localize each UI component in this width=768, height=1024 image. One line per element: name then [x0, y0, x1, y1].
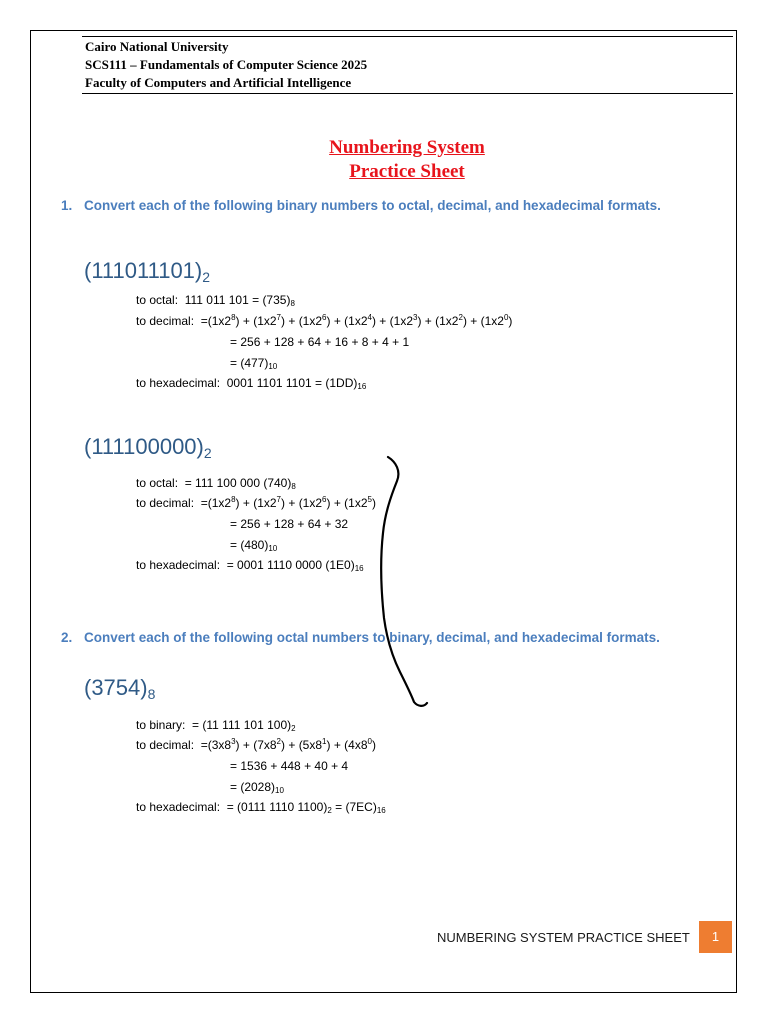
hex-sub: 16: [354, 564, 364, 573]
decimal-result-sub: 10: [268, 362, 278, 371]
page-number-badge: 1: [699, 921, 732, 953]
octal-value: = 111 100 000 (740): [184, 476, 292, 490]
decimal-line: to decimal: $=(1x2^8) + (1x2^7) + (1x2^6) + (1x2^4) + (1x2^3) + (1x2^2) + (1x2^0)$: [136, 313, 513, 328]
octal-value: 111 011 101 = (735): [184, 293, 291, 307]
binary-value: = (11 111 101 100): [192, 718, 292, 732]
exponent: 0: [367, 737, 372, 746]
decimal-label: to decimal:: [136, 738, 195, 752]
octal-label: to octal:: [136, 293, 179, 307]
binary-sub: 2: [291, 724, 296, 733]
power-term: $(1x2^8)$: [207, 495, 240, 510]
number-value: (111011101): [84, 258, 203, 283]
power-term: $(1x2^7)$: [253, 495, 285, 510]
exponent: 6: [322, 495, 327, 504]
power-term: $(7x8^2)$: [253, 737, 285, 752]
decimal-result-value: = (2028): [230, 780, 276, 794]
power-term: $(1x2^6)$: [298, 495, 331, 510]
power-term: $(1x2^6)$: [298, 313, 331, 328]
power-term: $(1x2^0)$: [480, 313, 513, 328]
power-term: $(1x2^7)$: [253, 313, 285, 328]
decimal-result-sub: 10: [275, 786, 284, 795]
number-base: 8: [147, 686, 156, 702]
exponent: 7: [276, 313, 281, 322]
decimal-result-value: = (480): [230, 538, 269, 552]
hex-sub: 2: [327, 806, 332, 815]
number-value: (3754): [84, 675, 148, 700]
hex-value-final: = (7EC): [331, 800, 377, 814]
octal-sub: 8: [290, 299, 295, 308]
decimal-line: to decimal: $=(1x2^8) + (1x2^7) + (1x2^6) + (1x2^5)$: [136, 495, 376, 510]
exponent: 1: [322, 737, 327, 746]
hex-label: to hexadecimal:: [136, 558, 221, 572]
number-base: 2: [203, 445, 212, 461]
decimal-sum: = 1536 + 448 + 40 + 4: [230, 759, 349, 773]
decimal-result-value: = (477): [230, 356, 269, 370]
exponent: 3: [231, 737, 236, 746]
octal-label: to octal:: [136, 476, 179, 490]
question-text: Convert each of the following binary numbers to octal, decimal, and hexadecimal formats.: [84, 198, 661, 213]
number-base: 2: [202, 269, 211, 285]
power-term: $(1x2^2)$: [435, 313, 467, 328]
faculty-name: Faculty of Computers and Artificial Intelligence: [85, 75, 352, 90]
power-term: $(4x8^0)$: [344, 737, 376, 752]
decimal-result-sub: 10: [268, 544, 278, 553]
hex-value: = (0111 1110 1100): [226, 800, 328, 814]
question-number: 2.: [61, 630, 73, 645]
course-name: SCS111 – Fundamentals of Computer Science 2025: [85, 57, 368, 72]
exponent: 6: [322, 313, 327, 322]
hex-sub-final: 16: [376, 806, 386, 815]
decimal-terms: $(1x2^8) + (1x2^7) + (1x2^6) + (1x2^5)$: [207, 495, 376, 510]
question-text: Convert each of the following octal numbers to binary, decimal, and hexadecimal formats.: [84, 630, 660, 645]
sheet-subtitle: Practice Sheet: [349, 161, 465, 182]
exponent: 0: [503, 313, 509, 322]
power-term: $(1x2^5)$: [344, 495, 376, 510]
power-term: $(1x2^4)$: [344, 313, 376, 328]
exponent: 5: [367, 495, 372, 504]
power-term: $(3x8^3)$: [207, 737, 240, 752]
exponent: 7: [276, 495, 281, 504]
exponent: 8: [231, 313, 236, 322]
question-number: 1.: [61, 198, 73, 213]
exponent: 8: [231, 495, 236, 504]
exponent: 4: [367, 313, 372, 322]
hex-value: 0001 1101 1101 = (1DD): [226, 376, 358, 390]
power-term: $(5x8^1)$: [298, 737, 331, 752]
hex-label: to hexadecimal:: [136, 800, 221, 814]
power-term: $(1x2^8)$: [207, 313, 240, 328]
octal-sub: 8: [291, 482, 296, 491]
decimal-sum: = 256 + 128 + 64 + 16 + 8 + 4 + 1: [230, 335, 410, 349]
decimal-sum: = 256 + 128 + 64 + 32: [230, 517, 349, 531]
hex-sub: 16: [357, 382, 367, 391]
decimal-label: to decimal:: [136, 314, 195, 328]
university-name: Cairo National University: [85, 39, 229, 54]
hex-value: = 0001 1110 0000 (1E0): [226, 558, 355, 572]
footer-title: NUMBERING SYSTEM PRACTICE SHEET: [437, 930, 690, 945]
sheet-title: Numbering System: [329, 137, 485, 158]
exponent: 2: [276, 737, 281, 746]
exponent: 3: [413, 313, 418, 322]
decimal-label: to decimal:: [136, 496, 195, 510]
binary-label: to binary:: [136, 718, 186, 732]
decimal-terms: $(1x2^8) + (1x2^7) + (1x2^6) + (1x2^4) + (1x2^3) + (1x2^2) + (1x2^0)$: [207, 313, 513, 328]
decimal-terms: $(3x8^3) + (7x8^2) + (5x8^1) + (4x8^0)$: [207, 737, 376, 752]
decimal-line: to decimal: $=(3x8^3) + (7x8^2) + (5x8^1) + (4x8^0)$: [136, 737, 376, 752]
hex-label: to hexadecimal:: [136, 376, 221, 390]
exponent: 2: [458, 313, 463, 322]
number-value: (111100000): [84, 434, 204, 459]
power-term: $(1x2^3)$: [389, 313, 422, 328]
